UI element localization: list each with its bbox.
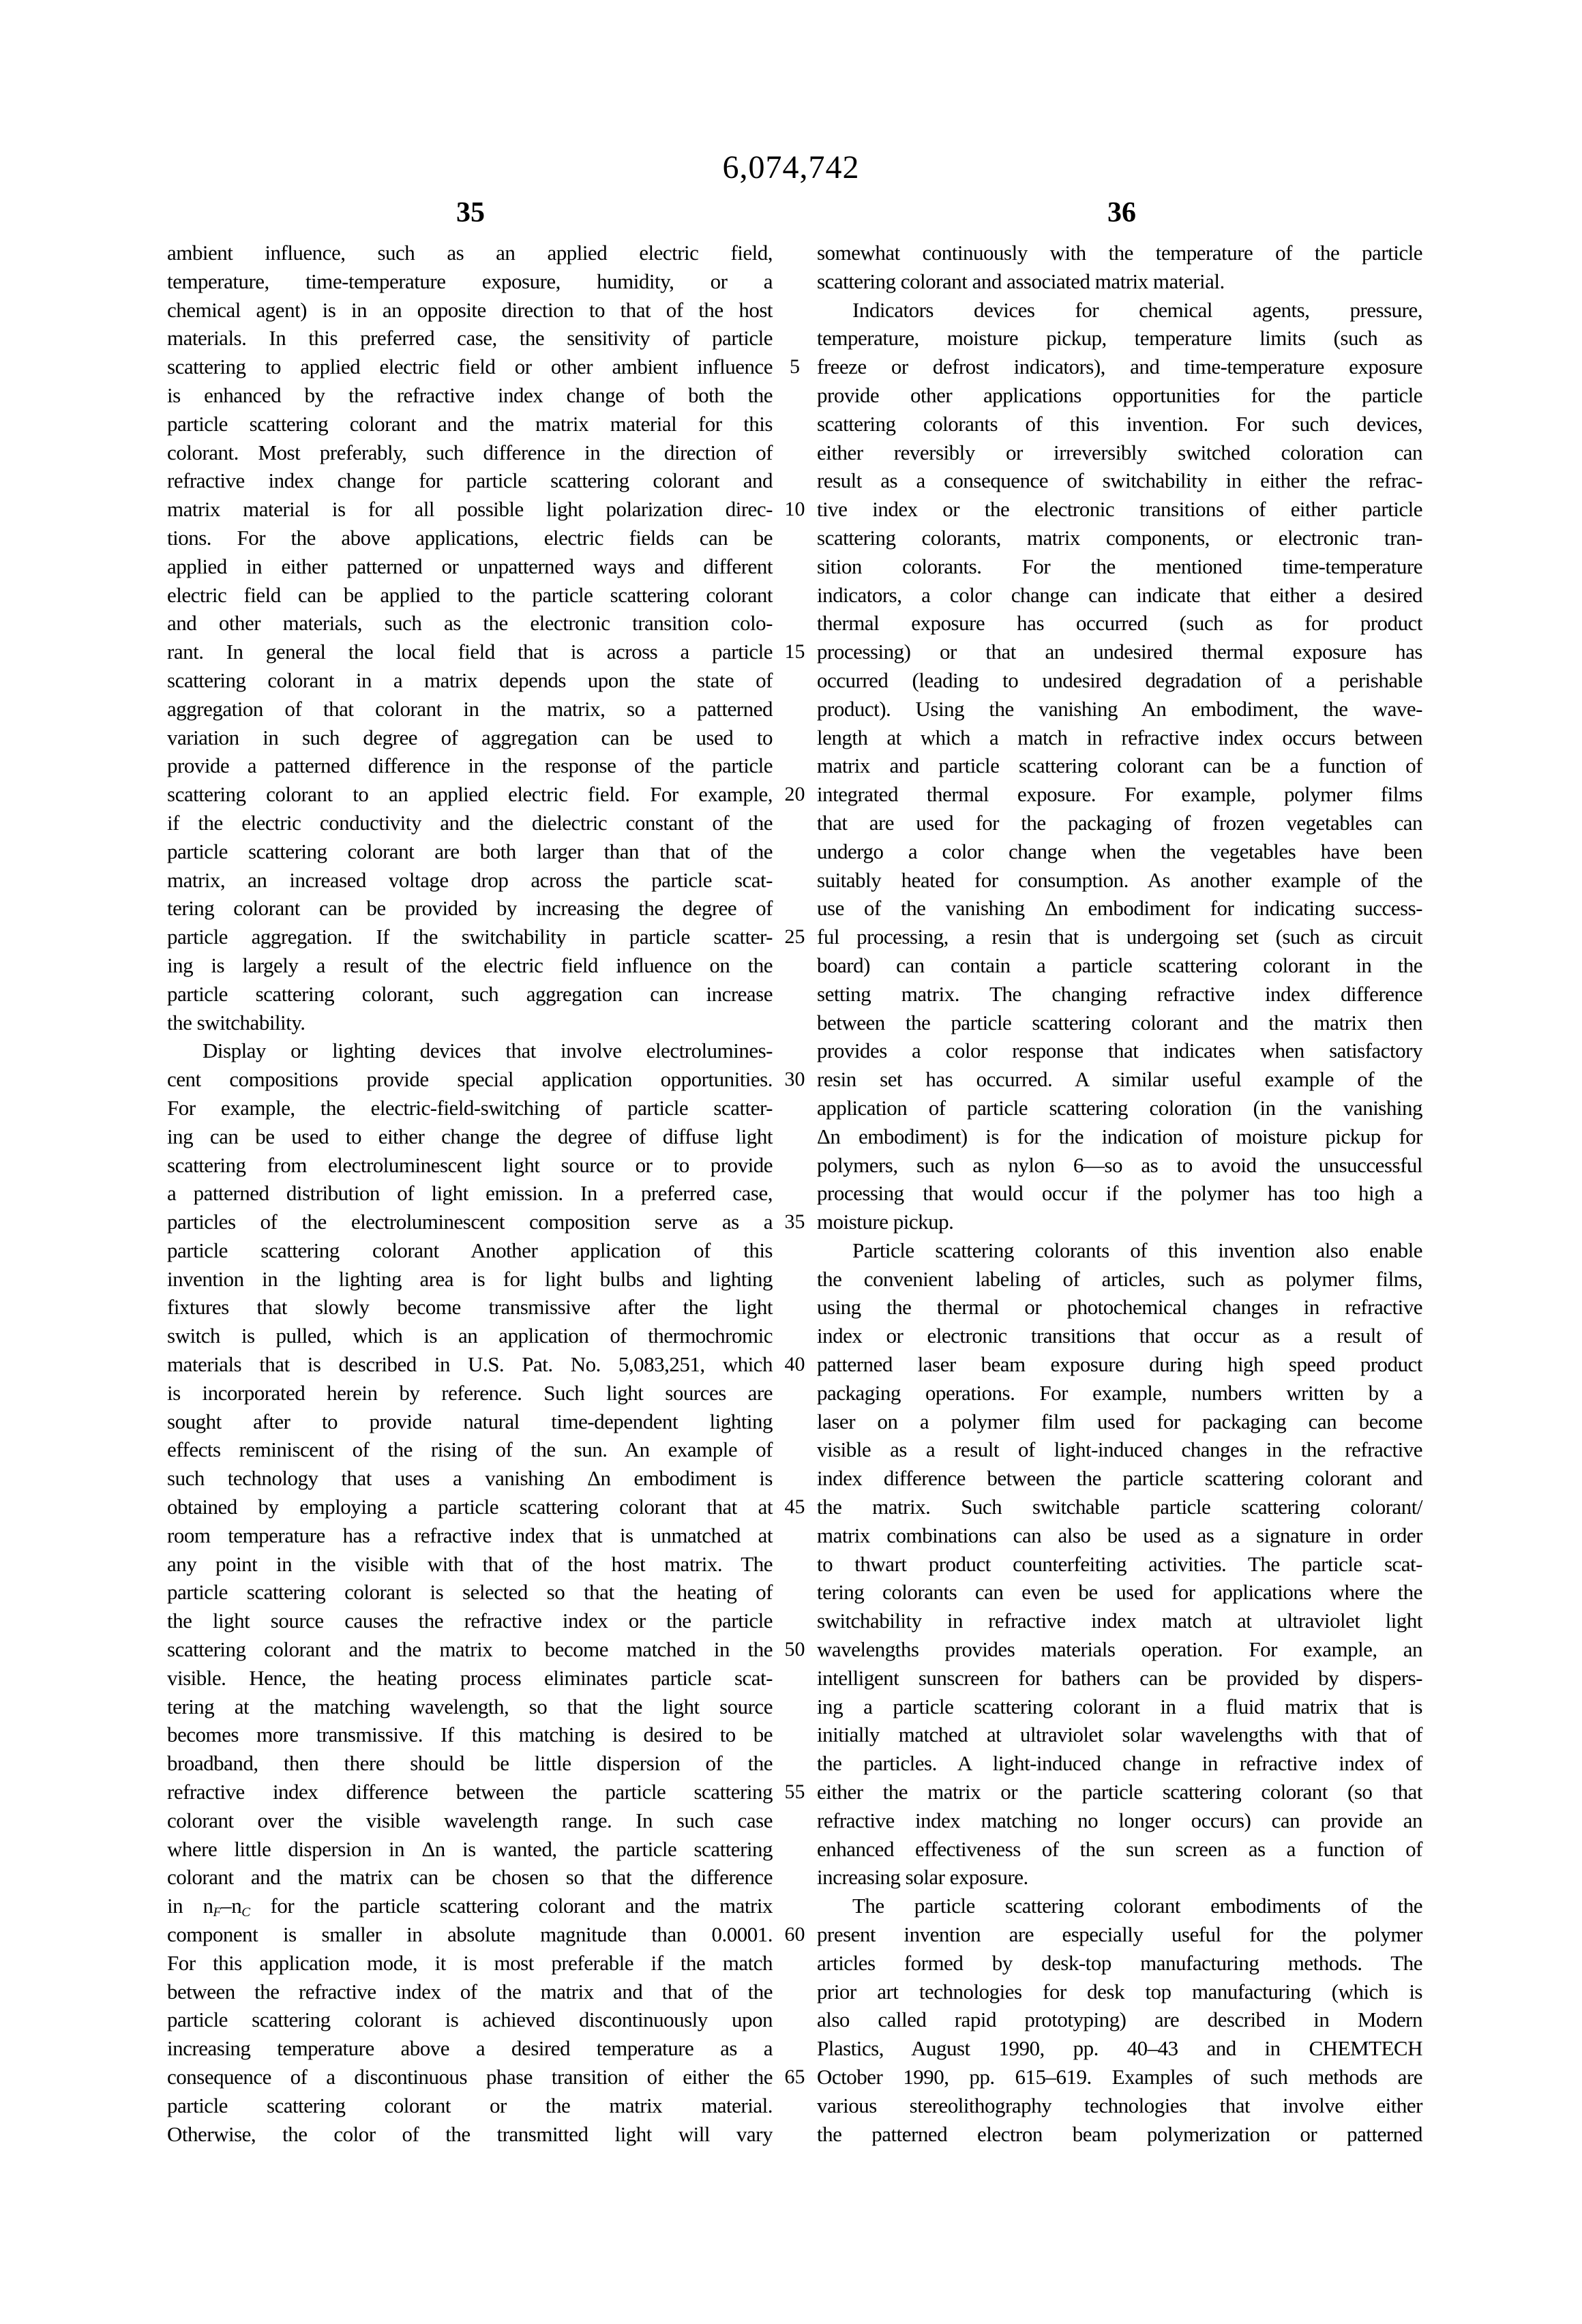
- patent-number: 6,074,742: [722, 149, 860, 185]
- text-line: present invention are especially useful for the polymer: [817, 1922, 1422, 1947]
- text-line: temperature, moisture pickup, temperature limits (such as: [817, 326, 1422, 351]
- text-line: integrated thermal exposure. For example, polymer films: [817, 782, 1422, 807]
- text-line: thermal exposure has occurred (such as for product: [817, 611, 1422, 636]
- line-number: 45: [784, 1495, 805, 1519]
- text-line: scattering colorants, matrix components, or electronic tran-: [817, 525, 1422, 550]
- text-line: particle scattering colorant is achieved discontinuously upon: [167, 2008, 773, 2032]
- text-line: provide other applications opportunities for the particle: [817, 383, 1422, 407]
- text-line: fixtures that slowly become transmissive after the light: [167, 1295, 773, 1320]
- text-line: a patterned distribution of light emission. In a preferred case,: [167, 1181, 773, 1206]
- text-line: scattering colorant and associated matrix material.: [817, 269, 1225, 293]
- text-line: room temperature has a refractive index that is unmatched at: [167, 1523, 773, 1547]
- text-line: processing that would occur if the polymer has too high a: [817, 1181, 1422, 1206]
- line-number: 55: [784, 1781, 805, 1804]
- text-line: ing is largely a result of the electric field influence on the: [167, 953, 773, 977]
- text-line: using the thermal or photochemical changes in refractive: [817, 1295, 1422, 1320]
- text-line: is enhanced by the refractive index change of both the: [167, 383, 773, 407]
- patent-text-column-left: [167, 239, 773, 2148]
- text-line: the switchability.: [167, 1010, 305, 1034]
- text-line: setting matrix. The changing refractive index difference: [817, 981, 1422, 1006]
- text-line: scattering colorant in a matrix depends upon the state of: [167, 668, 773, 692]
- text-line: chemical agent) is in an opposite direction to that of the host: [167, 297, 773, 322]
- text-line: matrix and particle scattering colorant can be a function of: [817, 754, 1422, 778]
- text-line: the convenient labeling of articles, such as polymer films,: [817, 1266, 1422, 1291]
- text-line: Plastics, August 1990, pp. 40–43 and in CHEMTECH: [817, 2036, 1422, 2061]
- text-line: laser on a polymer film used for packaging can become: [817, 1409, 1422, 1433]
- text-line: matrix combinations can also be used as a signature in order: [817, 1523, 1422, 1547]
- line-number: 40: [784, 1353, 805, 1376]
- text-line: temperature, time-temperature exposure, humidity, or a: [167, 269, 773, 293]
- text-line: various stereolithography technologies that involve either: [817, 2093, 1422, 2117]
- text-line: freeze or defrost indicators), and time-temperature exposure: [817, 355, 1422, 379]
- text-line: initially matched at ultraviolet solar wavelengths with that of: [817, 1723, 1422, 1747]
- line-number: 10: [784, 498, 805, 521]
- text-line: visible. Hence, the heating process eliminates particle scat-: [167, 1665, 773, 1690]
- text-line: visible as a result of light-induced changes in the refractive: [817, 1437, 1422, 1462]
- text-line: refractive index difference between the particle scattering: [167, 1780, 773, 1804]
- text-line: such technology that uses a vanishing Δn embodiment is: [167, 1466, 773, 1491]
- text-line: particle aggregation. If the switchability in particle scatter-: [167, 925, 773, 949]
- text-line: somewhat continuously with the temperature of the particle: [817, 241, 1422, 265]
- text-line: packaging operations. For example, numbers written by a: [817, 1380, 1422, 1405]
- text-line: For example, the electric-field-switching of particle scatter-: [167, 1095, 773, 1120]
- text-line: materials that is described in U.S. Pat. No. 5,083,251, which: [167, 1352, 773, 1377]
- text-line: switch is pulled, which is an application of thermochromic: [167, 1324, 773, 1348]
- text-line: processing) or that an undesired thermal exposure has: [817, 640, 1422, 664]
- text-line: scattering colorant and the matrix to become matched in the: [167, 1637, 773, 1662]
- text-line: occurred (leading to undesired degradation of a perishable: [817, 668, 1422, 692]
- text-line: wavelengths provides materials operation. For example, an: [817, 1637, 1422, 1662]
- text-line: Otherwise, the color of the transmitted light will vary: [167, 2121, 773, 2146]
- text-line: tering colorants can even be used for applications where the: [817, 1580, 1422, 1605]
- text-line: obtained by employing a particle scattering colorant that at: [167, 1495, 773, 1519]
- text-line: to thwart product counterfeiting activities. The particle scat-: [817, 1551, 1422, 1576]
- text-line: in $n_F-n_C$ for the particle scattering colorant and the matrix: [167, 1894, 773, 1920]
- text-line: Display or lighting devices that involve electrolumines-: [203, 1039, 773, 1063]
- line-number: 65: [784, 2066, 805, 2089]
- text-line: if the electric conductivity and the dielectric constant of the: [167, 810, 773, 835]
- text-line: particle scattering colorant and the matrix material for this: [167, 411, 773, 436]
- text-line: enhanced effectiveness of the sun screen as a function of: [817, 1836, 1422, 1861]
- text-line: the matrix. Such switchable particle scattering colorant/: [817, 1495, 1422, 1519]
- text-line: aggregation of that colorant in the matrix, so a patterned: [167, 696, 773, 721]
- line-number: 50: [784, 1638, 805, 1661]
- text-line: particles of the electroluminescent composition serve as a: [167, 1210, 773, 1234]
- text-line: effects reminiscent of the rising of the sun. An example of: [167, 1437, 773, 1462]
- text-line: electric field can be applied to the particle scattering colorant: [167, 582, 773, 607]
- text-line: materials. In this preferred case, the sensitivity of particle: [167, 326, 773, 351]
- text-line: colorant over the visible wavelength range. In such case: [167, 1808, 773, 1832]
- text-line: scattering from electroluminescent light source or to provide: [167, 1152, 773, 1177]
- text-line: variation in such degree of aggregation can be used to: [167, 725, 773, 749]
- text-line: ing can be used to either change the degree of diffuse light: [167, 1124, 773, 1148]
- text-line: matrix, an increased voltage drop across the particle scat-: [167, 867, 773, 892]
- text-line: For this application mode, it is most preferable if the match: [167, 1950, 773, 1975]
- text-line: The particle scattering colorant embodiments of the: [852, 1894, 1422, 1918]
- text-line: Indicators devices for chemical agents, pressure,: [852, 297, 1422, 322]
- text-line: sition colorants. For the mentioned time-temperature: [817, 554, 1422, 578]
- text-line: rant. In general the local field that is across a particle: [167, 640, 773, 664]
- text-line: intelligent sunscreen for bathers can be provided by dispers-: [817, 1665, 1422, 1690]
- text-line: either reversibly or irreversibly switched coloration can: [817, 440, 1422, 464]
- text-line: provides a color response that indicates when satisfactory: [817, 1039, 1422, 1063]
- text-line: between the particle scattering colorant and the matrix then: [817, 1010, 1422, 1034]
- column-number-right: 36: [1107, 197, 1136, 228]
- text-line: particle scattering colorant, such aggregation can increase: [167, 981, 773, 1006]
- text-line: colorant and the matrix can be chosen so that the difference: [167, 1865, 773, 1890]
- text-line: tering at the matching wavelength, so that the light source: [167, 1694, 773, 1718]
- text-line: articles formed by desk-top manufacturing methods. The: [817, 1950, 1422, 1975]
- text-line: index difference between the particle scattering colorant and: [817, 1466, 1422, 1491]
- text-line: index or electronic transitions that occur as a result of: [817, 1324, 1422, 1348]
- text-line: broadband, then there should be little dispersion of the: [167, 1751, 773, 1776]
- text-line: either the matrix or the particle scattering colorant (so that: [817, 1780, 1422, 1804]
- text-line: increasing solar exposure.: [817, 1865, 1028, 1890]
- text-line: board) can contain a particle scattering colorant in the: [817, 953, 1422, 977]
- text-line: the light source causes the refractive index or the particle: [167, 1609, 773, 1633]
- text-line: between the refractive index of the matrix and that of the: [167, 1979, 773, 2003]
- text-line: increasing temperature above a desired temperature as a: [167, 2036, 773, 2061]
- line-number: 5: [790, 355, 800, 378]
- text-line: cent compositions provide special application opportunities.: [167, 1067, 773, 1092]
- text-line: that are used for the packaging of frozen vegetables can: [817, 810, 1422, 835]
- text-line: where little dispersion in Δn is wanted, the particle scattering: [167, 1836, 773, 1861]
- text-line: scattering colorant to an applied electric field. For example,: [167, 782, 773, 807]
- text-line: refractive index change for particle scattering colorant and: [167, 468, 773, 493]
- text-line: colorant. Most preferably, such difference in the direction of: [167, 440, 773, 464]
- text-line: polymers, such as nylon 6—so as to avoid the unsuccessful: [817, 1152, 1422, 1177]
- text-line: switchability in refractive index match at ultraviolet light: [817, 1609, 1422, 1633]
- text-line: refractive index matching no longer occurs) can provide an: [817, 1808, 1422, 1832]
- text-line: also called rapid prototyping) are described in Modern: [817, 2008, 1422, 2032]
- text-line: ambient influence, such as an applied electric field,: [167, 241, 773, 265]
- text-line: tions. For the above applications, electric fields can be: [167, 525, 773, 550]
- text-line: the particles. A light-induced change in refractive index of: [817, 1751, 1422, 1776]
- line-number: 20: [784, 783, 805, 806]
- text-line: ful processing, a resin that is undergoing set (such as circuit: [817, 925, 1422, 949]
- text-line: tering colorant can be provided by increasing the degree of: [167, 896, 773, 921]
- text-line: the patterned electron beam polymerization or patterned: [817, 2121, 1422, 2146]
- text-line: use of the vanishing Δn embodiment for indicating success-: [817, 896, 1422, 921]
- text-line: Particle scattering colorants of this invention also enable: [852, 1238, 1422, 1262]
- text-line: matrix material is for all possible light polarization direc-: [167, 497, 773, 522]
- text-line: prior art technologies for desk top manufacturing (which is: [817, 1979, 1422, 2003]
- text-line: particle scattering colorant are both larger than that of the: [167, 839, 773, 863]
- text-line: particle scattering colorant or the matrix material.: [167, 2093, 773, 2117]
- text-line: moisture pickup.: [817, 1210, 954, 1234]
- line-number: 35: [784, 1210, 805, 1234]
- text-line: particle scattering colorant is selected so that the heating of: [167, 1580, 773, 1605]
- text-line: indicators, a color change can indicate that either a desired: [817, 582, 1422, 607]
- text-line: application of particle scattering coloration (in the vanishing: [817, 1095, 1422, 1120]
- text-line: invention in the lighting area is for light bulbs and lighting: [167, 1266, 773, 1291]
- text-line: scattering to applied electric field or other ambient influence: [167, 355, 773, 379]
- text-line: provide a patterned difference in the response of the particle: [167, 754, 773, 778]
- text-line: and other materials, such as the electronic transition colo-: [167, 611, 773, 636]
- line-number: 15: [784, 640, 805, 664]
- text-line: sought after to provide natural time-dependent lighting: [167, 1409, 773, 1433]
- text-line: scattering colorants of this invention. For such devices,: [817, 411, 1422, 436]
- text-line: Δn embodiment) is for the indication of moisture pickup for: [817, 1124, 1422, 1148]
- text-line: product). Using the vanishing An embodiment, the wave-: [817, 696, 1422, 721]
- line-number: 60: [784, 1923, 805, 1946]
- text-line: October 1990, pp. 615–619. Examples of such methods are: [817, 2065, 1422, 2089]
- text-line: component is smaller in absolute magnitude than 0.0001.: [167, 1922, 773, 1947]
- column-number-left: 35: [456, 197, 485, 228]
- patent-text-column-right: [817, 239, 1422, 2148]
- text-line: length at which a match in refractive index occurs between: [817, 725, 1422, 749]
- text-line: undergo a color change when the vegetables have been: [817, 839, 1422, 863]
- line-number: 30: [784, 1068, 805, 1091]
- text-line: resin set has occurred. A similar useful example of the: [817, 1067, 1422, 1092]
- text-line: suitably heated for consumption. As another example of the: [817, 867, 1422, 892]
- line-number: 25: [784, 925, 805, 949]
- text-line: ing a particle scattering colorant in a fluid matrix that is: [817, 1694, 1422, 1718]
- text-line: applied in either patterned or unpatterned ways and different: [167, 554, 773, 578]
- text-line: patterned laser beam exposure during high speed product: [817, 1352, 1422, 1377]
- text-line: tive index or the electronic transitions of either particle: [817, 497, 1422, 522]
- text-line: becomes more transmissive. If this matching is desired to be: [167, 1723, 773, 1747]
- text-line: any point in the visible with that of the host matrix. The: [167, 1551, 773, 1576]
- text-line: result as a consequence of switchability in either the refrac-: [817, 468, 1422, 493]
- text-line: is incorporated herein by reference. Such light sources are: [167, 1380, 773, 1405]
- text-line: consequence of a discontinuous phase transition of either the: [167, 2065, 773, 2089]
- text-line: particle scattering colorant Another application of this: [167, 1238, 773, 1262]
